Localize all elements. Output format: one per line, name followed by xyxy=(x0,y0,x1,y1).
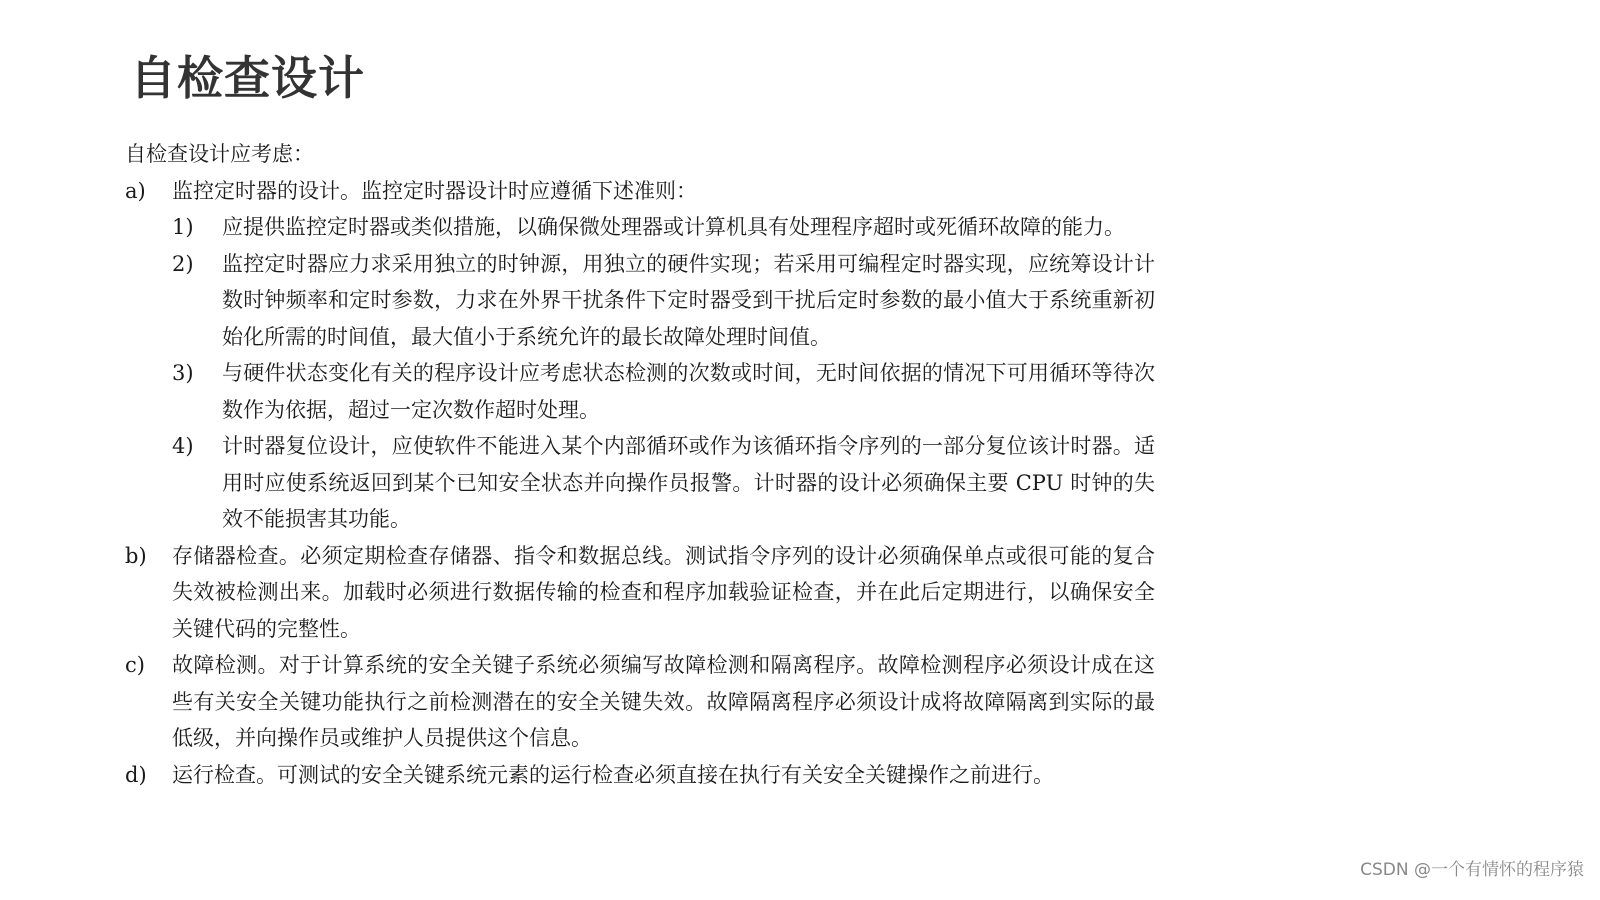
list-item-a xyxy=(125,173,1155,210)
item-marker: a) xyxy=(125,178,146,203)
list-item-c xyxy=(125,647,1155,757)
list-item-d xyxy=(125,757,1155,794)
watermark: CSDN @一个有情怀的程序猿 xyxy=(1360,860,1584,880)
document-body xyxy=(125,136,1155,793)
item-text: 存储器检查。必须定期检查存储器、指令和数据总线。测试指令序列的设计必须确保单点或很可能的复合失效被检测出来。加载时必须进行数据传输的检查和程序加载验证检查，并在此后定期进行，以确保安全关键代码的完整性。 xyxy=(172,543,1155,641)
item-marker: c) xyxy=(125,653,145,677)
sub-item-marker: 4) xyxy=(172,434,194,458)
sub-item-marker: 1) xyxy=(172,215,194,239)
sub-item-4 xyxy=(172,428,1155,538)
sub-item-text: 计时器复位设计，应使软件不能进入某个内部循环或作为该循环指令序列的一部分复位该计时器。适用时应使系统返回到某个已知安全状态并向操作员报警。计时器的设计必须确保主要 CPU 时钟的失效不能损害其功能。 xyxy=(222,434,1155,531)
sub-item-marker: 2) xyxy=(172,251,194,276)
item-text: 监控定时器的设计。监控定时器设计时应遵循下述准则： xyxy=(172,178,697,203)
item-text: 运行检查。可测试的安全关键系统元素的运行检查必须直接在执行有关安全关键操作之前进行。 xyxy=(172,762,1054,787)
item-marker: b) xyxy=(125,543,147,568)
intro-text: 自检查设计应考虑： xyxy=(125,142,314,166)
sub-item-2 xyxy=(172,246,1155,356)
item-marker: d) xyxy=(125,762,147,787)
sub-item-text: 与硬件状态变化有关的程序设计应考虑状态检测的次数或时间，无时间依据的情况下可用循环等待次数作为依据，超过一定次数作超时处理。 xyxy=(222,361,1155,422)
list-item-b xyxy=(125,538,1155,648)
sub-item-marker: 3) xyxy=(172,361,194,385)
sub-item-3 xyxy=(172,355,1155,428)
page-title: 自检查设计 xyxy=(130,51,365,105)
item-text: 故障检测。对于计算系统的安全关键子系统必须编写故障检测和隔离程序。故障检测程序必须设计成在这些有关安全关键功能执行之前检测潜在的安全关键失效。故障隔离程序必须设计成将故障隔离到实际的最低级，并向操作员或维护人员提供这个信息。 xyxy=(172,653,1155,750)
sub-item-1 xyxy=(172,209,1155,246)
sub-item-text: 应提供监控定时器或类似措施，以确保微处理器或计算机具有处理程序超时或死循环故障的能力。 xyxy=(222,215,1125,239)
sub-item-text: 监控定时器应力求采用独立的时钟源，用独立的硬件实现；若采用可编程定时器实现，应统筹设计计数时钟频率和定时参数，力求在外界干扰条件下定时器受到干扰后定时参数的最小值大于系统重新初始化所需的时间值，最大值小于系统允许的最长故障处理时间值。 xyxy=(222,251,1155,349)
